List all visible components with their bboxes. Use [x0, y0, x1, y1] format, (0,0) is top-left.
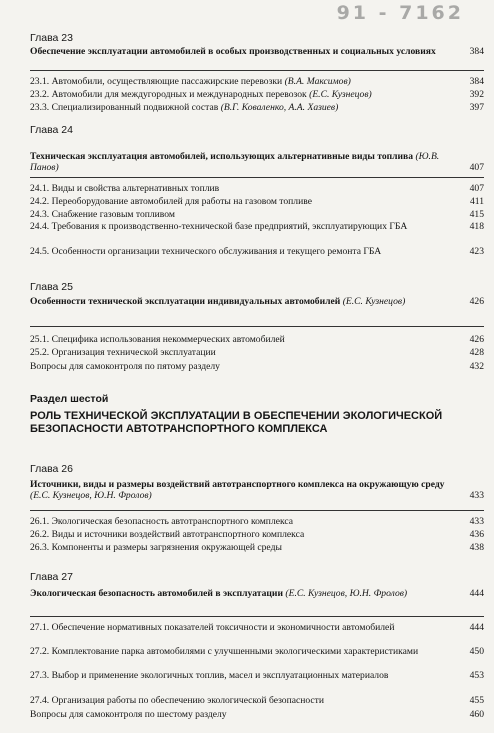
chapter-24-author: (Ю.В. Панов): [30, 151, 440, 174]
chapter-26-page: 433: [469, 490, 484, 502]
chapter-23-page: 384: [469, 46, 484, 57]
entry-page: 428: [469, 347, 484, 358]
chapter-23-title-row[interactable]: [30, 46, 484, 57]
chapter-26-author: (Е.С. Кузнецов, Ю.Н. Фролов): [30, 490, 152, 502]
chapter-23-label: Глава 23: [30, 32, 73, 44]
entry-text: 27.1. Обеспечение нормативных показателей токсичности и экономичности автомобилей: [30, 622, 395, 633]
entry-text: 24.2. Переоборудование автомобилей для работы на газовом топливе: [30, 196, 312, 207]
entry-text: Вопросы для самоконтроля по пятому разделу: [30, 361, 220, 372]
entry-text: 24.3. Снабжение газовым топливом: [30, 209, 175, 220]
toc-entry-23-1[interactable]: [30, 76, 484, 87]
chapter-27-author: (Е.С. Кузнецов, Ю.Н. Фролов): [285, 588, 408, 599]
entry-page: 415: [469, 209, 484, 220]
toc-entry-23-3[interactable]: [30, 102, 484, 113]
chapter-23-title: Обеспечение эксплуатации автомобилей в особых производственных и социальных условиях: [30, 46, 436, 57]
entry-text: 27.2. Комплектование парка автомобилями с улучшенными экологическими характеристиками: [30, 646, 419, 657]
chapter-27-title: Экологическая безопасность автомобилей в эксплуатации: [30, 588, 283, 599]
toc-entry-24-4[interactable]: [30, 221, 484, 232]
chapter-25-rule: [30, 326, 484, 327]
entry-page: 433: [469, 516, 484, 527]
chapter-25-title-row[interactable]: [30, 296, 484, 307]
chapter-24-page: 407: [469, 162, 484, 174]
entry-page: 450: [469, 646, 484, 657]
entry-text: 24.5. Особенности организации технического обслуживания и текущего ремонта ГБА: [30, 246, 382, 257]
entry-text: Автомобили для междугородных и международных перевозок: [51, 89, 307, 100]
chapter-25-title: Особенности технической эксплуатации индивидуальных автомобилей: [30, 296, 341, 307]
entry-page: 460: [469, 709, 484, 720]
entry-author: (В.А. Максимов): [284, 76, 351, 87]
toc-entry-26-3[interactable]: [30, 542, 484, 553]
entry-text: 26.1. Экологическая безопасность автотранспортного комплекса: [30, 516, 294, 527]
entry-text: Автомобили, осуществляющие пассажирские перевозки: [51, 76, 283, 87]
chapter-27-rule: [30, 616, 484, 617]
entry-page: 432: [469, 361, 484, 372]
entry-number: 23.3.: [30, 102, 50, 113]
toc-entry-27-3[interactable]: [30, 670, 484, 681]
entry-page: 436: [469, 529, 484, 540]
entry-text: 25.1. Специфика использования некоммерческих автомобилей: [30, 334, 285, 345]
entry-text: 24.1. Виды и свойства альтернативных топлив: [30, 183, 220, 194]
entry-text: 24.4. Требования к производственно-технической базе предприятий, эксплуатирующих ГБА: [30, 221, 408, 232]
toc-entry-26-1[interactable]: [30, 516, 484, 527]
chapter-27-page: 444: [469, 588, 484, 599]
entry-author: (Е.С. Кузнецов): [309, 89, 372, 100]
chapter-27-label: Глава 27: [30, 571, 73, 583]
toc-entry-25-2[interactable]: [30, 347, 484, 358]
toc-entry-24-3[interactable]: [30, 209, 484, 220]
chapter-24-title-row[interactable]: [30, 151, 484, 173]
toc-entry-27-1[interactable]: [30, 622, 484, 633]
chapter-26-title: Источники, виды и размеры воздействий автотранспортного комплекса на окружающую среду: [30, 479, 445, 490]
toc-entry-24-5[interactable]: [30, 246, 484, 257]
entry-page: 392: [469, 89, 484, 100]
chapter-24-rule: [30, 177, 484, 178]
chapter-25-page: 426: [469, 296, 484, 307]
entry-text: 27.3. Выбор и применение экологичных топлив, масел и эксплуатационных материалов: [30, 670, 389, 681]
entry-author: (В.Г. Коваленко, А.А. Хазиев): [220, 102, 339, 113]
entry-text: 27.4. Организация работы по обеспечению экологической безопасности: [30, 695, 325, 706]
chapter-27-title-row[interactable]: [30, 588, 484, 599]
archive-stamp: 91 - 7162: [336, 2, 464, 24]
toc-entry-24-2[interactable]: [30, 196, 484, 207]
chapter-24-title: Техническая эксплуатация автомобилей, использующих альтернативные виды топлива: [30, 151, 414, 162]
entry-page: 423: [469, 246, 484, 257]
chapter-26-title-row[interactable]: [30, 479, 484, 501]
entry-page: 411: [469, 196, 484, 207]
chapter-23-rule: [30, 70, 484, 71]
entry-text: Специализированный подвижной состав: [51, 102, 219, 113]
chapter-25-author: (Е.С. Кузнецов): [342, 296, 406, 307]
section-6-title[interactable]: РОЛЬ ТЕХНИЧЕСКОЙ ЭКСПЛУАТАЦИИ В ОБЕСПЕЧЕНИИ ЭКОЛОГИЧЕСКОЙ БЕЗОПАСНОСТИ АВТОТРАНСПОРТНОГО КОМПЛЕКСА: [30, 410, 443, 436]
entry-page: 397: [469, 102, 484, 113]
questions-section-6[interactable]: [30, 709, 484, 720]
questions-section-5[interactable]: [30, 361, 484, 372]
chapter-24-label: Глава 24: [30, 124, 73, 136]
entry-number: 23.2.: [30, 89, 50, 100]
section-6-label: Раздел шестой: [30, 393, 109, 405]
entry-page: 418: [469, 221, 484, 232]
entry-page: 444: [469, 622, 484, 633]
chapter-26-label: Глава 26: [30, 463, 73, 475]
chapter-26-rule: [30, 510, 484, 511]
entry-page: 453: [469, 670, 484, 681]
entry-text: 26.3. Компоненты и размеры загрязнения окружающей среды: [30, 542, 282, 553]
entry-text: 26.2. Виды и источники воздействий автотранспортного комплекса: [30, 529, 305, 540]
entry-page: 407: [469, 183, 484, 194]
entry-page: 455: [469, 695, 484, 706]
toc-entry-27-4[interactable]: [30, 695, 484, 706]
chapter-25-label: Глава 25: [30, 281, 73, 293]
entry-number: 23.1.: [30, 76, 50, 87]
toc-entry-23-2[interactable]: [30, 89, 484, 100]
toc-entry-25-1[interactable]: [30, 334, 484, 345]
entry-page: 384: [469, 76, 484, 87]
entry-text: Вопросы для самоконтроля по шестому разделу: [30, 709, 227, 720]
toc-entry-27-2[interactable]: [30, 646, 484, 657]
entry-text: 25.2. Организация технической эксплуатации: [30, 347, 216, 358]
entry-page: 438: [469, 542, 484, 553]
toc-entry-24-1[interactable]: [30, 183, 484, 194]
entry-page: 426: [469, 334, 484, 345]
toc-entry-26-2[interactable]: [30, 529, 484, 540]
